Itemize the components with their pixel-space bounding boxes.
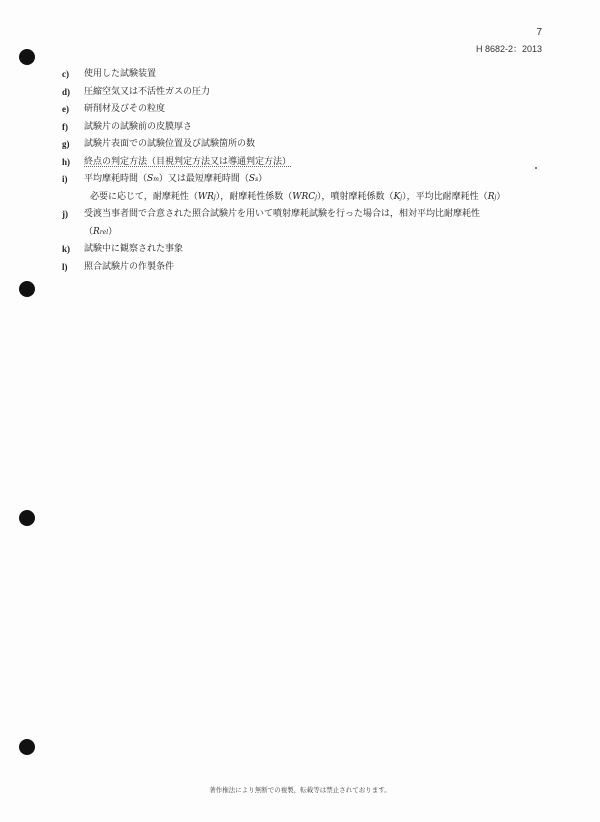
punch-hole: [19, 49, 35, 65]
symbol: K: [393, 191, 401, 202]
item-letter: l): [62, 261, 68, 272]
list-item: [62, 66, 562, 84]
text-fragment: ），耐摩耗性係数（: [215, 191, 293, 202]
item-letter: f): [62, 121, 68, 132]
text-fragment: 必要に応じて，耐摩耗性（: [90, 191, 198, 202]
item-letter: e): [62, 104, 69, 114]
text-fragment: ）: [258, 174, 268, 184]
list-item: [62, 171, 562, 206]
text-fragment: 平均摩耗時間（: [84, 174, 148, 184]
symbol: WR: [197, 191, 214, 202]
symbol: S: [248, 174, 256, 184]
subscript: rel: [99, 228, 109, 236]
item-letter: i): [62, 174, 68, 184]
punch-hole: [19, 510, 35, 526]
list-item: [62, 119, 562, 137]
subscript: s: [255, 176, 259, 183]
text-fragment: ）: [496, 191, 506, 202]
copyright-footer: 著作権法により無断での複製，転載等は禁止されております。: [209, 786, 391, 794]
document-code: H 8682-2：2013: [475, 44, 542, 54]
symbol: S: [147, 174, 154, 184]
item-letter: k): [62, 244, 71, 254]
item-text: 使用した試験装置: [84, 69, 157, 79]
item-line-1: [84, 171, 562, 189]
subscript: m: [153, 176, 159, 183]
symbol: WRC: [292, 191, 316, 202]
item-text: [84, 206, 562, 241]
item-line-2: [84, 224, 562, 242]
item-letter: j): [62, 209, 68, 219]
symbol: R: [93, 226, 100, 237]
item-text: 終点の判定方法（目視判定方法又は導通判定方法）: [84, 156, 292, 167]
text-fragment: ），平均比耐摩耗性（: [402, 191, 488, 202]
list-item: [62, 136, 562, 154]
item-text: [84, 171, 562, 206]
list-item: [62, 259, 562, 277]
list-item: [62, 101, 562, 119]
item-letter: h): [62, 156, 71, 167]
punch-hole: [19, 281, 35, 297]
item-text: 試験片の試験前の皮膜厚さ: [84, 121, 193, 132]
item-text: 試験片表面での試験位置及び試験箇所の数: [84, 139, 256, 149]
item-text: 研削材及びその粒度: [84, 104, 166, 114]
item-letter: d): [62, 86, 71, 97]
text-fragment: ）: [108, 226, 118, 237]
item-letter: g): [62, 139, 70, 149]
list-item: [62, 241, 562, 259]
symbol: R: [487, 191, 495, 202]
subscript: j: [400, 193, 403, 201]
subscript: j: [315, 193, 318, 201]
item-letter: c): [62, 69, 69, 79]
item-line-2: [84, 189, 562, 207]
report-items-list: [62, 66, 562, 276]
item-text: 照合試験片の作製条件: [84, 261, 175, 272]
item-text: 圧縮空気又は不活性ガスの圧力: [84, 86, 211, 97]
text-fragment: ）又は最短摩耗時間（: [158, 174, 249, 184]
text-fragment: ），噴射摩耗係数（: [317, 191, 394, 202]
text-fragment: （: [84, 226, 94, 237]
list-item: [62, 206, 562, 241]
item-text: 試験中に観察された事象: [84, 244, 184, 254]
list-item: [62, 84, 562, 102]
subscript: j: [213, 193, 216, 201]
list-item: [62, 154, 562, 172]
page-number: 7: [536, 27, 542, 38]
subscript: j: [494, 193, 497, 201]
punch-hole: [19, 739, 35, 755]
item-line-1: 受渡当事者間で合意された照合試験片を用いて噴射摩耗試験を行った場合は，相対平均比耐摩耗性: [84, 209, 481, 219]
